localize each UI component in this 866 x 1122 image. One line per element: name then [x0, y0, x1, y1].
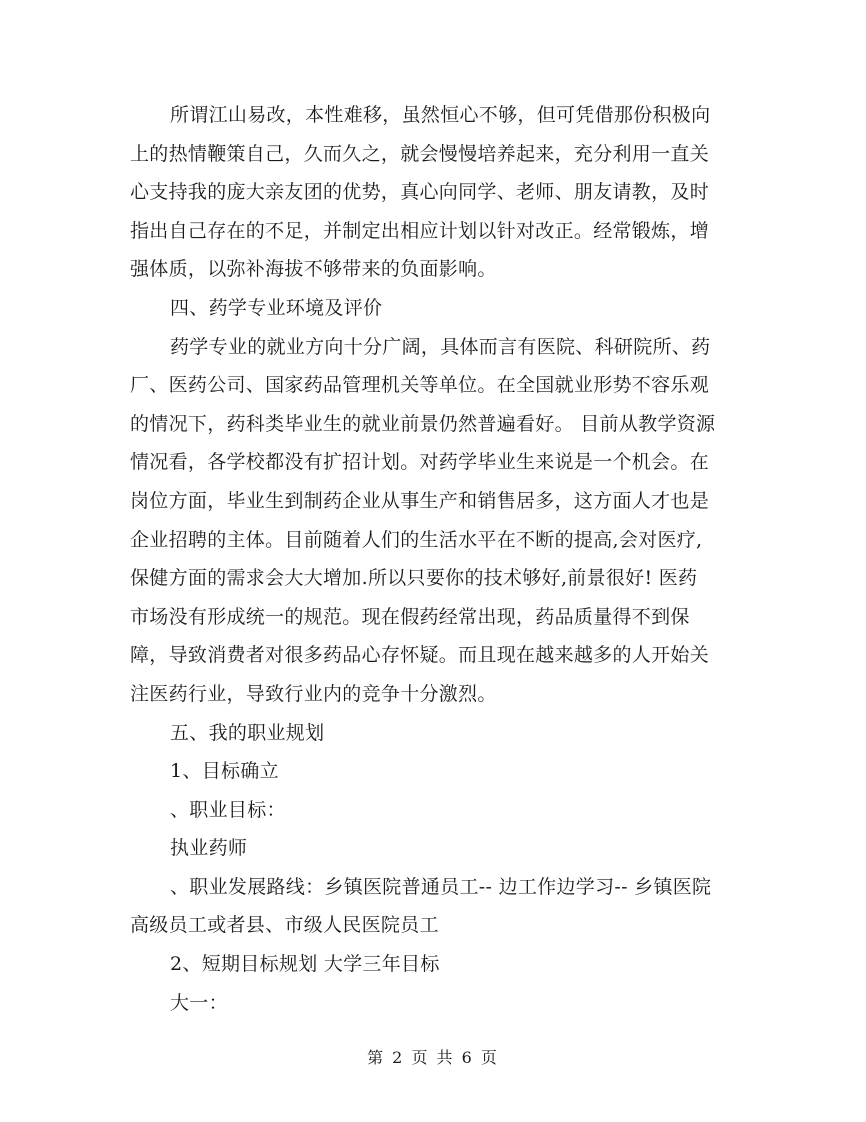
text-line: 药学专业的就业方向十分广阔，具体而言有医院、科研院所、药 [170, 335, 711, 358]
text-line: 注医药行业，导致行业内的竞争十分激烈。 [130, 682, 497, 705]
text-line: 执业药师 [170, 837, 248, 860]
text-line: 心支持我的庞大亲友团的优势，真心向同学、老师、朋友请教，及时 [130, 181, 710, 204]
text-line: 岗位方面，毕业生到制药企业从事生产和销售居多，这方面人才也是 [130, 489, 710, 512]
subsection-heading: 1、目标确立 [170, 760, 279, 783]
section-heading: 五、我的职业规划 [170, 721, 325, 744]
text-line: 大一： [170, 991, 228, 1014]
text-line: 高级员工或者县、市级人民医院员工 [130, 914, 439, 937]
text-line: 强体质，以弥补海拔不够带来的负面影响。 [130, 258, 497, 281]
section-heading: 四、药学专业环境及评价 [170, 296, 383, 319]
text-line: 障，导致消费者对很多药品心存怀疑。而且现在越来越多的人开始关 [130, 644, 710, 667]
text-line: 上的热情鞭策自己，久而久之，就会慢慢培养起来，充分利用一直关 [130, 142, 710, 165]
text-line: 所谓江山易改，本性难移，虽然恒心不够，但可凭借那份积极向 [170, 104, 711, 126]
page-number-footer: 第 2 页 共 6 页 [367, 1048, 499, 1067]
document-body [130, 96, 740, 1022]
text-line: 、职业目标： [170, 798, 286, 821]
subsection-heading: 2、短期目标规划 大学三年目标 [170, 953, 440, 976]
text-line: 企业招聘的主体。目前随着人们的生活水平在不断的提高,会对医疗, [130, 528, 703, 551]
text-line: 市场没有形成统一的规范。现在假药经常出现，药品质量得不到保 [130, 605, 690, 628]
text-line: 情况看，各学校都没有扩招计划。对药学毕业生来说是一个机会。在 [130, 451, 710, 474]
text-line: 指出自己存在的不足，并制定出相应计划以针对改正。经常锻炼，增 [130, 219, 710, 242]
text-line: 保健方面的需求会大大增加.所以只要你的技术够好,前景很好! 医药 [130, 567, 698, 590]
text-line: 、职业发展路线：乡镇医院普通员工-- 边工作边学习-- 乡镇医院 [170, 875, 712, 898]
text-line: 的情况下，药科类毕业生的就业前景仍然普遍看好。 目前从教学资源 [130, 412, 716, 435]
text-line: 厂、医药公司、国家药品管理机关等单位。在全国就业形势不容乐观 [130, 374, 710, 397]
